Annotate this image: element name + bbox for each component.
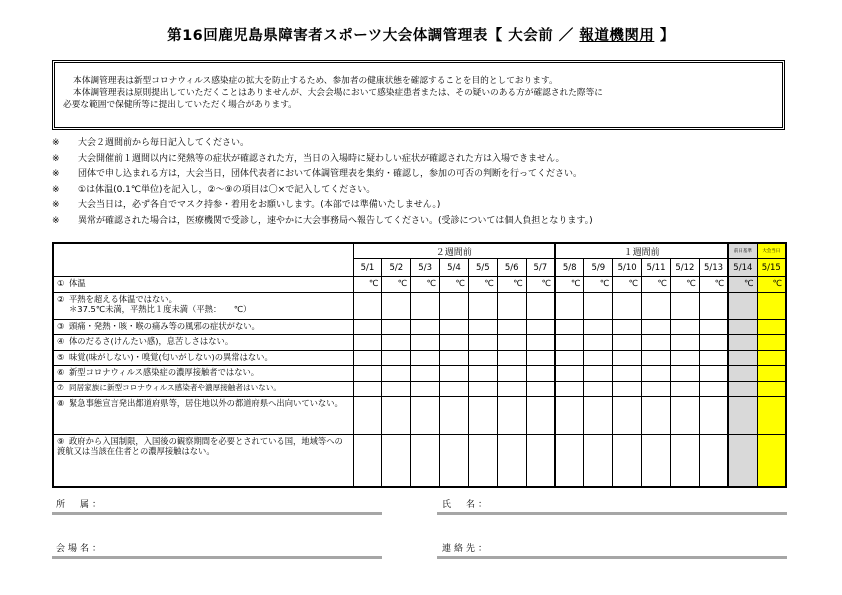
check-cell[interactable] xyxy=(613,320,642,335)
intro-box xyxy=(52,60,785,130)
check-cell[interactable] xyxy=(497,350,526,365)
press-label: 報道機関用 xyxy=(579,28,655,44)
check-cell[interactable] xyxy=(353,320,382,335)
venue-line[interactable] xyxy=(52,556,382,559)
temperature-cell[interactable]: ℃ xyxy=(699,277,728,292)
check-cell[interactable] xyxy=(642,335,671,350)
check-cell[interactable] xyxy=(555,366,584,381)
check-cell[interactable] xyxy=(411,292,440,320)
temperature-cell[interactable]: ℃ xyxy=(555,277,584,292)
date-header: 5/8 xyxy=(555,259,584,277)
check-cell[interactable] xyxy=(642,292,671,320)
date-header: 5/12 xyxy=(670,259,699,277)
check-cell[interactable] xyxy=(613,381,642,396)
check-cell[interactable] xyxy=(670,366,699,381)
check-cell[interactable] xyxy=(440,366,469,381)
check-cell[interactable] xyxy=(699,335,728,350)
check-cell[interactable] xyxy=(497,381,526,396)
note-item: ※ 大会開催前１週間以内に発熱等の症状が確認された方，当日の入場時に疑わしい症状が確認された方は入場できません。 xyxy=(52,153,565,164)
check-cell[interactable] xyxy=(728,366,757,381)
check-cell[interactable] xyxy=(411,397,440,434)
check-cell[interactable] xyxy=(728,335,757,350)
check-cell[interactable] xyxy=(497,366,526,381)
check-cell[interactable] xyxy=(411,335,440,350)
check-cell[interactable] xyxy=(584,397,613,434)
check-cell[interactable] xyxy=(699,397,728,434)
contact-line[interactable] xyxy=(437,556,787,559)
check-cell[interactable] xyxy=(670,350,699,365)
check-cell[interactable] xyxy=(440,381,469,396)
check-cell[interactable] xyxy=(642,320,671,335)
note-item: ※ 異常が確認された場合は，医療機関で受診し，速やかに大会事務局へ報告してください。(受診については個人負担となります。) xyxy=(52,215,593,226)
check-cell[interactable] xyxy=(699,350,728,365)
check-cell[interactable] xyxy=(699,381,728,396)
check-cell[interactable] xyxy=(353,397,382,434)
check-cell[interactable] xyxy=(411,381,440,396)
check-cell[interactable] xyxy=(526,335,555,350)
check-cell[interactable] xyxy=(584,434,613,487)
check-item: ② 平熱を超える体温ではない。 ＊37.5℃未満，平熱比１度未満（平熱： ℃） xyxy=(53,292,353,320)
check-cell[interactable] xyxy=(382,350,411,365)
temperature-cell[interactable]: ℃ xyxy=(757,277,786,292)
check-cell[interactable] xyxy=(670,434,699,487)
intro-line: 必要な範囲で保健所等に提出していただく場合があります。 xyxy=(63,100,297,110)
notes-list xyxy=(52,136,792,229)
check-cell[interactable] xyxy=(526,350,555,365)
temperature-cell[interactable]: ℃ xyxy=(526,277,555,292)
check-cell[interactable] xyxy=(382,381,411,396)
check-cell[interactable] xyxy=(757,397,786,434)
date-header: 5/6 xyxy=(497,259,526,277)
check-cell[interactable] xyxy=(670,381,699,396)
check-cell[interactable] xyxy=(584,292,613,320)
check-cell[interactable] xyxy=(497,292,526,320)
check-cell[interactable] xyxy=(757,434,786,487)
check-cell[interactable] xyxy=(353,335,382,350)
date-header: 5/10 xyxy=(613,259,642,277)
note-item: ※ 団体で申し込まれる方は，大会当日，団体代表者において体調管理表を集約・確認し，参加の可否の判断を行ってください。 xyxy=(52,169,583,179)
check-cell[interactable] xyxy=(382,320,411,335)
temperature-cell[interactable]: ℃ xyxy=(353,277,382,292)
check-item: ⑨ 政府から入国制限，入国後の観察期間を必要とされている国，地域等への渡航又は当該在住者との濃厚接触はない。 xyxy=(53,434,353,487)
check-cell[interactable] xyxy=(497,397,526,434)
check-cell[interactable] xyxy=(497,434,526,487)
check-cell[interactable] xyxy=(642,350,671,365)
check-cell[interactable] xyxy=(728,434,757,487)
page-title: 第16回鹿児島県障害者スポーツ大会体調管理表【 大会前 ／ 報道機関用 】 xyxy=(167,28,675,44)
check-cell[interactable] xyxy=(382,434,411,487)
intro-line: 本体調管理表は原則提出していただくことはありませんが、大会会場において感染症患者または、その疑いのある方が確認された際等に xyxy=(73,88,603,98)
check-cell[interactable] xyxy=(468,381,497,396)
check-cell[interactable] xyxy=(642,366,671,381)
check-cell[interactable] xyxy=(440,292,469,320)
check-cell[interactable] xyxy=(468,292,497,320)
check-item: ④ 体のだるさ(けんたい感)，息苦しさはない。 xyxy=(53,335,353,350)
check-cell[interactable] xyxy=(497,335,526,350)
venue-label: 会場名： xyxy=(56,544,105,554)
date-header: 5/7 xyxy=(526,259,555,277)
check-cell[interactable] xyxy=(613,366,642,381)
check-cell[interactable] xyxy=(584,335,613,350)
check-cell[interactable] xyxy=(555,397,584,434)
date-header: 5/11 xyxy=(642,259,671,277)
check-cell[interactable] xyxy=(440,335,469,350)
temperature-cell[interactable]: ℃ xyxy=(411,277,440,292)
check-cell[interactable] xyxy=(613,335,642,350)
note-item: ※ 大会２週間前から毎日記入してください。 xyxy=(52,138,250,148)
check-cell[interactable] xyxy=(526,397,555,434)
check-cell[interactable] xyxy=(699,292,728,320)
week-header: ２週間前 xyxy=(353,243,555,259)
check-cell[interactable] xyxy=(468,366,497,381)
intro-line: 本体調管理表は新型コロナウィルス感染症の拡大を防止するため、参加者の健康状態を確認することを目的としております。 xyxy=(73,76,558,86)
item-header xyxy=(53,243,353,277)
check-item: ⑤ 味覚(味がしない)・嗅覚(匂いがしない)の異常はない。 xyxy=(53,350,353,365)
temperature-cell[interactable]: ℃ xyxy=(440,277,469,292)
check-cell[interactable] xyxy=(468,320,497,335)
check-cell[interactable] xyxy=(757,366,786,381)
check-cell[interactable] xyxy=(757,335,786,350)
check-cell[interactable] xyxy=(382,397,411,434)
temperature-cell[interactable]: ℃ xyxy=(497,277,526,292)
check-cell[interactable] xyxy=(670,335,699,350)
check-cell[interactable] xyxy=(440,434,469,487)
temperature-cell[interactable]: ℃ xyxy=(613,277,642,292)
check-cell[interactable] xyxy=(382,366,411,381)
date-header: 5/2 xyxy=(382,259,411,277)
check-cell[interactable] xyxy=(526,292,555,320)
affiliation-label: 所 属： xyxy=(56,500,105,510)
check-cell[interactable] xyxy=(411,320,440,335)
check-cell[interactable] xyxy=(728,381,757,396)
temperature-cell[interactable]: ℃ xyxy=(584,277,613,292)
check-cell[interactable] xyxy=(757,292,786,320)
date-header: 5/15 xyxy=(757,259,786,277)
check-cell[interactable] xyxy=(382,335,411,350)
check-cell[interactable] xyxy=(468,350,497,365)
note-item: ※ 大会当日は，必ず各自でマスク持参・着用をお願いします。(本部では準備いたしません。) xyxy=(52,200,441,210)
check-cell[interactable] xyxy=(757,320,786,335)
date-header: 5/3 xyxy=(411,259,440,277)
check-cell[interactable] xyxy=(440,350,469,365)
check-cell[interactable] xyxy=(728,397,757,434)
check-cell[interactable] xyxy=(497,320,526,335)
check-item: ⑥ 新型コロナウィルス感染症の濃厚接触者ではない。 xyxy=(53,366,353,381)
note-item: ※ ①は体温(0.1℃単位)を記入し，②～⑨の項目は〇×で記入してください。 xyxy=(52,184,376,195)
check-cell[interactable] xyxy=(353,292,382,320)
affiliation-line[interactable] xyxy=(52,512,382,515)
check-cell[interactable] xyxy=(382,292,411,320)
temperature-cell[interactable]: ℃ xyxy=(728,277,757,292)
check-cell[interactable] xyxy=(670,292,699,320)
check-cell[interactable] xyxy=(613,292,642,320)
event-day-label: 大会当日 xyxy=(757,243,786,259)
check-cell[interactable] xyxy=(440,397,469,434)
date-header: 5/14 xyxy=(728,259,757,277)
check-cell[interactable] xyxy=(468,335,497,350)
check-cell[interactable] xyxy=(728,320,757,335)
check-cell[interactable] xyxy=(670,320,699,335)
check-cell[interactable] xyxy=(613,434,642,487)
check-item: ⑧ 緊急事態宣言発出都道府県等，居住地以外の都道府県へ出向いていない。 xyxy=(53,397,353,434)
check-cell[interactable] xyxy=(555,434,584,487)
check-cell[interactable] xyxy=(555,350,584,365)
check-cell[interactable] xyxy=(353,381,382,396)
check-cell[interactable] xyxy=(757,381,786,396)
day-before-label: 前日基準 xyxy=(728,243,757,259)
temperature-cell[interactable]: ℃ xyxy=(642,277,671,292)
check-cell[interactable] xyxy=(584,381,613,396)
check-cell[interactable] xyxy=(613,350,642,365)
check-cell[interactable] xyxy=(555,335,584,350)
check-cell[interactable] xyxy=(584,320,613,335)
check-cell[interactable] xyxy=(468,397,497,434)
check-cell[interactable] xyxy=(526,320,555,335)
contact-label: 連絡先： xyxy=(442,544,491,554)
check-cell[interactable] xyxy=(555,292,584,320)
name-label: 氏 名： xyxy=(442,500,491,510)
check-item: ① 体温 xyxy=(53,277,353,292)
check-cell[interactable] xyxy=(699,320,728,335)
temperature-cell[interactable]: ℃ xyxy=(670,277,699,292)
date-header: 5/9 xyxy=(584,259,613,277)
date-header: 5/4 xyxy=(440,259,469,277)
check-cell[interactable] xyxy=(642,434,671,487)
date-header: 5/5 xyxy=(468,259,497,277)
check-cell[interactable] xyxy=(411,366,440,381)
check-item: ⑦ 同居家族に新型コロナウィルス感染者や濃厚接触者はいない。 xyxy=(53,381,353,396)
health-check-table xyxy=(52,242,787,488)
check-cell[interactable] xyxy=(757,350,786,365)
name-line[interactable] xyxy=(437,512,787,515)
check-cell[interactable] xyxy=(642,397,671,434)
check-cell[interactable] xyxy=(440,320,469,335)
check-cell[interactable] xyxy=(555,381,584,396)
check-cell[interactable] xyxy=(728,350,757,365)
temperature-cell[interactable]: ℃ xyxy=(382,277,411,292)
check-cell[interactable] xyxy=(411,434,440,487)
check-cell[interactable] xyxy=(526,366,555,381)
check-cell[interactable] xyxy=(526,381,555,396)
check-cell[interactable] xyxy=(411,350,440,365)
check-cell[interactable] xyxy=(353,350,382,365)
check-cell[interactable] xyxy=(613,397,642,434)
date-header: 5/1 xyxy=(353,259,382,277)
check-cell[interactable] xyxy=(526,434,555,487)
check-cell[interactable] xyxy=(642,381,671,396)
check-cell[interactable] xyxy=(699,434,728,487)
check-cell[interactable] xyxy=(468,434,497,487)
check-item: ③ 頭痛・発熱・咳・喉の痛み等の風邪の症状がない。 xyxy=(53,320,353,335)
temperature-cell[interactable]: ℃ xyxy=(468,277,497,292)
check-cell[interactable] xyxy=(353,434,382,487)
check-cell[interactable] xyxy=(699,366,728,381)
week-header: １週間前 xyxy=(555,243,728,259)
check-cell[interactable] xyxy=(728,292,757,320)
check-cell[interactable] xyxy=(555,320,584,335)
date-header: 5/13 xyxy=(699,259,728,277)
check-cell[interactable] xyxy=(670,397,699,434)
check-cell[interactable] xyxy=(584,350,613,365)
check-cell[interactable] xyxy=(353,366,382,381)
check-cell[interactable] xyxy=(584,366,613,381)
